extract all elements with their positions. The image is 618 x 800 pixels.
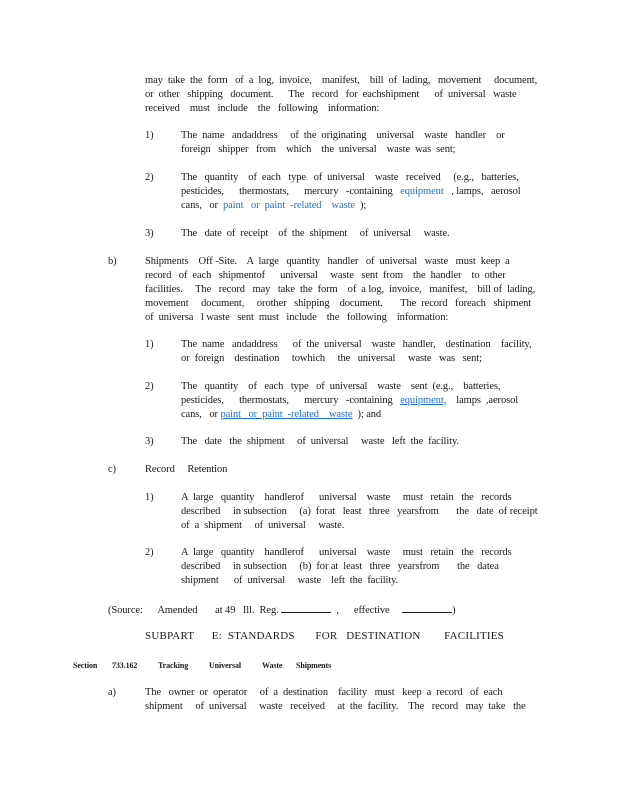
b-item-2-line-3 [181,408,381,422]
section-word-waste: Waste [262,661,283,670]
a-item-1-line-2: foreign shipper from which the universal waste was sent; [181,144,456,155]
para-b-line-1: Shipments Off -Site. A large quantity handler of universal waste must keep a [145,256,510,267]
para-b-line-5: of universa l waste sent must include the following information: [145,312,449,323]
b-item-1-number: 1) [145,339,154,350]
subpart-title: SUBPART E: STANDARDS FOR DESTINATION FACILITIES [145,630,504,642]
source-middle: , effective [331,605,403,616]
para-a2-line-1: The owner or operator of a destination facility must keep a record of each [145,687,503,698]
para-c-label: c) [108,464,116,475]
section-word-tracking: Tracking [158,661,189,670]
equipment-link[interactable]: equipment, [400,395,447,406]
c-item-1-line-3: of a shipment of universal waste. [181,520,345,531]
para-b-line-2: record of each shipmentof universal waste sent from the handler to other [145,270,506,281]
para-c-heading: Record Retention [145,464,228,475]
source-note [108,602,456,618]
equipment-link[interactable]: equipment [400,186,444,197]
source-prefix: (Source: Amended at 49 Ill. Reg. [108,605,282,616]
paint-waste-link[interactable]: paint or paint -related waste [220,409,353,420]
b-item-2-line-2-tail: lamps ,aerosol [446,395,519,406]
c-item-2-line-3: shipment of universal waste left the facility. [181,575,399,586]
b-item-2-line-2 [181,394,518,408]
b-item-2-line-1: The quantity of each type of universal waste sent (e.g., batteries, [181,381,501,392]
para-a-line-1: may take the form of a log, invoice, manifest, bill of lading, movement document, [145,75,538,86]
section-word-shipments: Shipments [296,661,332,670]
b-item-2-line-2-text: pesticides, thermostats, mercury -containing [181,395,401,406]
a-item-2-number: 2) [145,172,154,183]
effective-date-blank [402,602,452,613]
paint-waste-link[interactable]: paint or paint -related waste [222,200,355,211]
b-item-1-line-1: The name andaddress of the universal waste handler, destination facility, [181,339,532,350]
c-item-2-line-2: described in subsection (b) for at least three yearsfrom the datea [181,561,499,572]
c-item-2-line-1: A large quantity handlerof universal waste must retain the records [181,547,512,558]
para-a2-label: a) [108,687,116,698]
b-item-2-line-3-tail: ); and [352,409,382,420]
para-a2-line-2: shipment of universal waste received at the facility. The record may take the [145,701,526,712]
a-item-1-number: 1) [145,130,154,141]
c-item-1-number: 1) [145,492,154,503]
a-item-2-line-2-text: pesticides, thermostats, mercury -containing [181,186,401,197]
c-item-1-line-2: described in subsection (a) forat least three yearsfrom the date of receipt [181,506,538,517]
a-item-3-line-1: The date of receipt of the shipment of universal waste. [181,228,450,239]
b-item-2-line-3-text: cans, or [181,409,221,420]
b-item-3-number: 3) [145,436,154,447]
c-item-2-number: 2) [145,547,154,558]
a-item-2-line-3-tail: ); [354,200,367,211]
para-a-line-2: or other shipping document. The record for eachshipment of universal waste [145,89,517,100]
a-item-2-line-2-tail: , lamps, aerosol [443,186,521,197]
b-item-2-number: 2) [145,381,154,392]
section-label: Section [73,661,98,670]
section-word-universal: Universal [209,661,241,670]
c-item-1-line-1: A large quantity handlerof universal waste must retain the records [181,492,512,503]
a-item-2-line-1: The quantity of each type of universal waste received (e.g., batteries, [181,172,519,183]
section-number: 733.162 [112,661,138,670]
a-item-2-line-2 [181,185,521,199]
a-item-3-number: 3) [145,228,154,239]
b-item-1-line-2: or foreign destination towhich the universal waste was sent; [181,353,482,364]
para-b-line-3: facilities. The record may take the form of a log, invoice, manifest, bill of lading, [145,284,536,295]
source-suffix: ) [452,605,456,616]
para-b-line-4: movement document, orother shipping document. The record foreach shipment [145,298,532,309]
a-item-1-line-1: The name andaddress of the originating universal waste handler or [181,130,505,141]
para-b-label: b) [108,256,117,267]
a-item-2-line-3-text: cans, or [181,200,223,211]
register-page-blank [281,602,331,613]
b-item-3-line-1: The date the shipment of universal waste left the facility. [181,436,459,447]
a-item-2-line-3 [181,199,366,213]
para-a-line-3: received must include the following information: [145,103,380,114]
